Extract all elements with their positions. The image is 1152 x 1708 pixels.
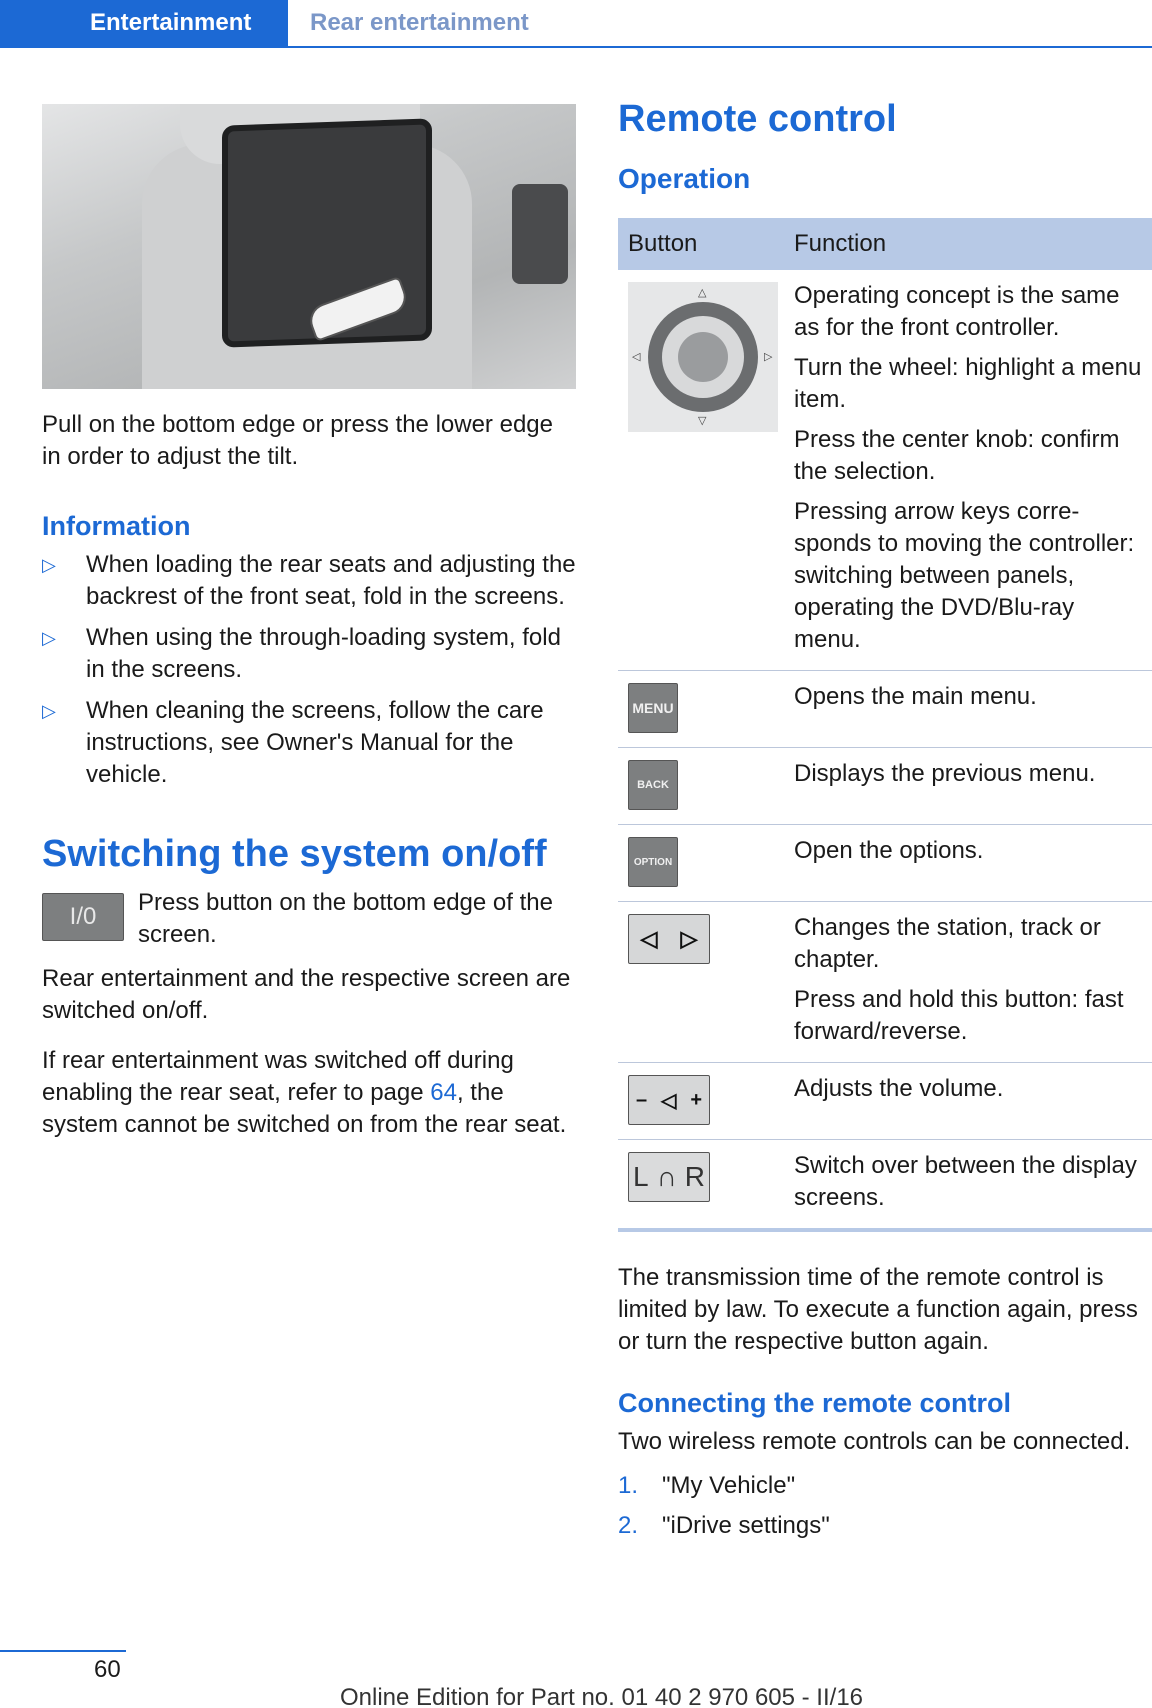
column-header-button: Button [618,218,784,270]
table-row: – ◁ + Adjusts the volume. [618,1063,1152,1140]
information-list [42,549,576,791]
table-row: ◁ ▷ Changes the station, track or chapter. Press and hold this button: fast forward/reverse. [618,902,1152,1063]
information-heading: Information [42,511,191,541]
column-header-function: Function [784,218,1152,270]
paragraph: Rear entertainment and the respective screen are switched on/off. [42,965,571,1024]
triangle-bullet-icon: ▷ [42,555,56,575]
table-row: △ ▽ ◁ ▷ Operating concept is the same as for the front controller. Turn the wheel: highlight a menu item. Press the center knob: confirm the selection. Pressing arrow keys corresponds to moving the controller: switching between panels, operating the DVD/Blu-ray menu. [618,270,1152,671]
skip-forward-icon: ▷ [680,926,698,951]
track-skip-button-icon [628,914,710,964]
list-item: ▷ When using the through-loading system, fold in the screens. [42,624,561,683]
speaker-icon: ◁ [661,1089,677,1112]
plus-icon: + [690,1088,702,1111]
table-row: L ∩ R Switch over between the display screens. [618,1140,1152,1231]
skip-back-icon: ◁ [640,926,658,951]
page-link[interactable]: 64 [430,1079,457,1106]
page-header [0,0,1152,48]
paragraph: If rear entertainment was switched off during enabling the rear seat, refer to page 64, the system cannot be switched on from the rear seat. [42,1047,567,1138]
page-number: 60 [94,1656,121,1683]
operation-heading: Operation [618,163,751,194]
remote-control-heading: Remote control [618,98,897,140]
tab-entertainment[interactable]: Entertainment [0,0,288,48]
onoff-text: Press button on the bottom edge of the screen. [138,889,553,948]
minus-icon: – [635,1088,648,1111]
power-button-icon: I/0 [42,893,124,941]
table-row: OPTION Open the options. [618,825,1152,902]
left-screen-icon: L [633,1161,649,1192]
triangle-bullet-icon: ▷ [42,628,56,648]
list-item: ▷ When cleaning the screens, follow the care instructions, see Owner's Manual for the vehicle. [42,697,544,788]
right-screen-icon: R [684,1161,705,1192]
menu-button-icon: MENU [628,683,678,733]
switching-heading: Switching the system on/off [42,833,547,875]
rear-screen-photo [42,104,576,389]
button-function-table [618,218,1152,1232]
transmission-note: The transmission time of the remote control is limited by law. To execute a function again, press or turn the respective button again. [618,1264,1138,1355]
steps-list [618,1470,1152,1542]
footer-divider [0,1650,126,1652]
list-item: ▷ When loading the rear seats and adjusting the backrest of the front seat, fold in the screens. [42,551,576,610]
volume-button-icon [628,1075,710,1125]
onoff-row [42,887,576,951]
list-item: 2. "iDrive settings" [618,1512,830,1539]
back-button-icon: BACK [628,760,678,810]
right-column [618,96,1152,1550]
table-row: MENU Opens the main menu. [618,671,1152,748]
list-item: 1. "My Vehicle" [618,1472,796,1499]
screen-switch-button-icon [628,1152,710,1202]
option-button-icon: OPTION [628,837,678,887]
connecting-text: Two wireless remote controls can be connected. [618,1428,1131,1455]
headphones-icon: ∩ [656,1161,677,1192]
table-row: BACK Displays the previous menu. [618,748,1152,825]
tab-rear-entertainment[interactable]: Rear entertainment [310,9,529,36]
edition-footer: Online Edition for Part no. 01 40 2 970 605 - II/16 [340,1684,864,1708]
photo-caption: Pull on the bottom edge or press the lower edge in order to adjust the tilt. [42,411,553,470]
left-column [42,104,576,1141]
connecting-heading: Connecting the remote control [618,1388,1012,1418]
triangle-bullet-icon: ▷ [42,701,56,721]
controller-icon: △ ▽ ◁ ▷ [628,282,778,432]
